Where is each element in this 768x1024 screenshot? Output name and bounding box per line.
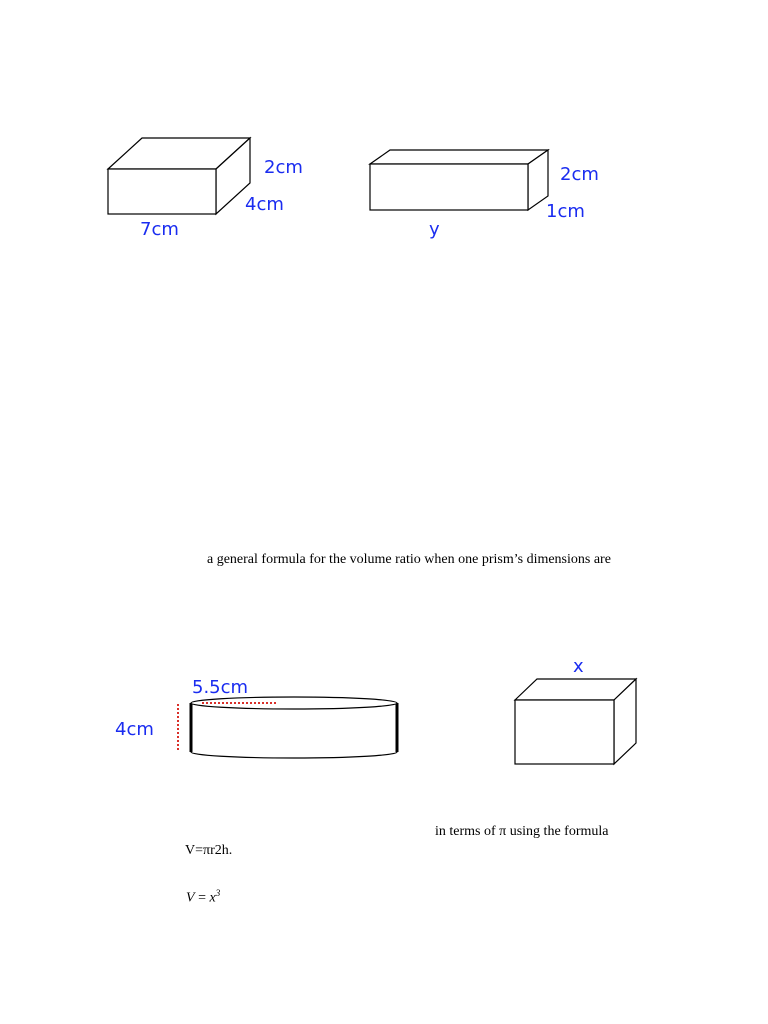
cylinder-radius-label: 5.5cm — [192, 677, 249, 698]
cylinder-top-ellipse — [191, 697, 397, 709]
prism-b-front-face — [370, 164, 528, 210]
prism-a-figure — [100, 130, 330, 245]
prism-a-length-label: 7cm — [140, 219, 179, 240]
prism-b-length-label: y — [429, 219, 440, 240]
cube-front-face — [515, 700, 614, 764]
prism-b-top-face — [370, 150, 548, 164]
pi-formula-text: in terms of π using the formula — [435, 824, 609, 839]
prism-b-depth-label: 1cm — [546, 201, 585, 222]
cylinder-volume-formula: V=πr2h. — [185, 843, 233, 858]
formula-exponent: 3 — [215, 888, 221, 898]
formula-base: x — [209, 890, 216, 906]
cylinder-height-label: 4cm — [115, 719, 154, 740]
prism-b-figure — [360, 140, 620, 240]
prism-a-depth-label: 4cm — [245, 194, 284, 215]
ratio-formula-text: a general formula for the volume ratio when one prism’s dimensions are — [207, 552, 611, 567]
cylinder-figure — [110, 672, 410, 767]
prism-a-height-label: 2cm — [264, 157, 303, 178]
formula-lhs: V — [186, 890, 195, 906]
cube-side-label: x — [573, 656, 584, 677]
formula-equals: = — [194, 890, 210, 906]
cube-figure — [505, 650, 645, 770]
prism-b-height-label: 2cm — [560, 164, 599, 185]
cylinder-body — [191, 703, 397, 758]
cube-volume-formula — [186, 888, 220, 907]
prism-a-front-face — [108, 169, 216, 214]
